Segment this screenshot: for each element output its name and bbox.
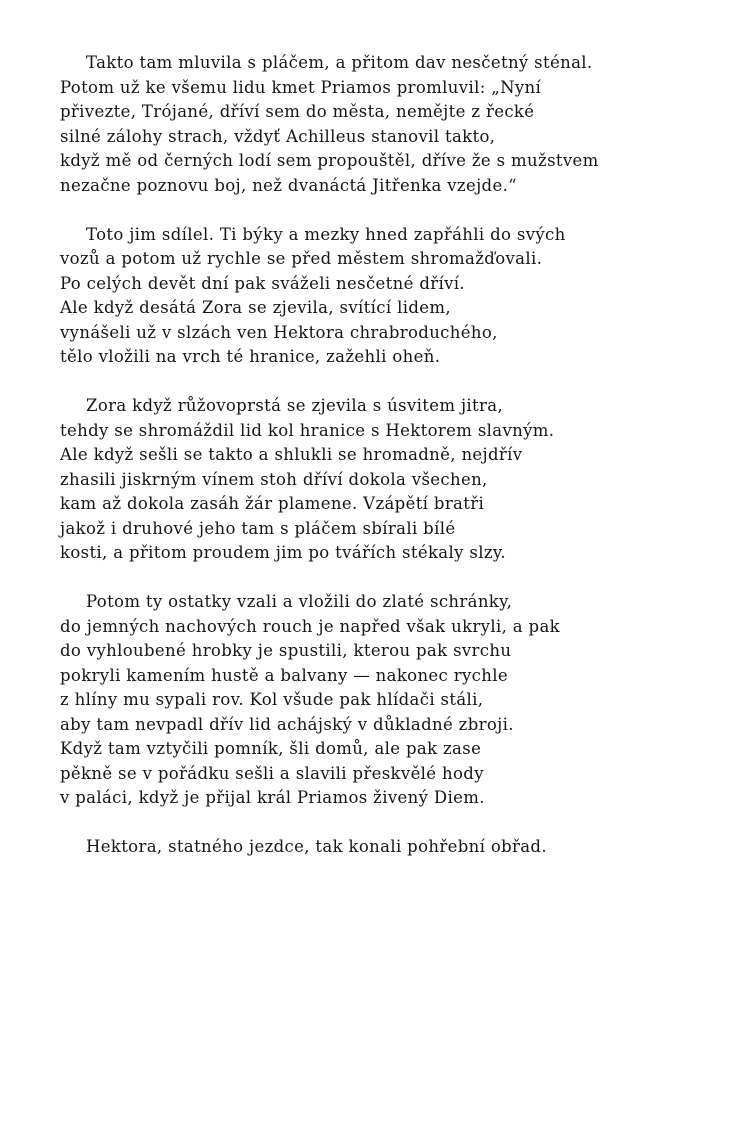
verse-line: Takto tam mluvila s pláčem, a přitom dav nesčetný sténal. <box>86 53 593 72</box>
verse-line: jakož i druhové jeho tam s pláčem sbírali bílé <box>60 518 456 538</box>
verse-line: tehdy se shromáždil lid kol hranice s Hektorem slavným. <box>60 420 555 440</box>
verse-line: kosti, a přitom proudem jim po tvářích stékaly slzy. <box>60 543 506 562</box>
verse-line: pěkně se v pořádku sešli a slavili přeskvělé hody <box>60 763 484 783</box>
stanza-2 <box>60 223 700 370</box>
verse-line: Potom ty ostatky vzali a vložili do zlaté schránky, <box>86 592 513 611</box>
verse-line: přivezte, Trójané, dříví sem do města, nemějte z řecké <box>60 102 535 121</box>
verse-line: nezačne poznovu boj, než dvanáctá Jitřenka vzejde.“ <box>60 175 517 195</box>
verse-line: z hlíny mu sypali rov. Kol všude pak hlídači stáli, <box>60 690 484 709</box>
verse-line: v paláci, když je přijal král Priamos živený Diem. <box>60 788 485 807</box>
verse-line: tělo vložili na vrch té hranice, zažehli oheň. <box>60 347 441 366</box>
verse-line: Ale když desátá Zora se zjevila, svítící lidem, <box>60 298 451 317</box>
verse-line: Hektora, statného jezdce, tak konali pohřební obřad. <box>86 837 547 856</box>
verse-line: Zora když růžovoprstá se zjevila s úsvitem jitra, <box>86 396 504 415</box>
verse-line: silné zálohy strach, vždyť Achilleus stanovil takto, <box>60 126 496 146</box>
verse-line: vozů a potom už rychle se před městem shromažďovali. <box>60 249 543 268</box>
verse-line: zhasili jiskrným vínem stoh dříví dokola všechen, <box>60 469 488 489</box>
verse-line: kam až dokola zasáh žár plamene. Vzápětí bratři <box>60 494 485 513</box>
stanza-4 <box>60 590 700 811</box>
verse-line: Toto jim sdílel. Ti býky a mezky hned zapřáhli do svých <box>86 224 566 244</box>
stanza-3 <box>60 394 700 566</box>
verse-line: Ale když sešli se takto a shlukli se hromadně, nejdřív <box>60 445 523 464</box>
verse-line: aby tam nevpadl dřív lid achájský v důkladné zbroji. <box>60 714 514 734</box>
verse-line: do jemných nachových rouch je napřed však ukryli, a pak <box>60 616 560 636</box>
verse-line: do vyhloubené hrobky je spustili, kterou pak svrchu <box>60 641 512 660</box>
verse-line: Když tam vztyčili pomník, šli domů, ale pak zase <box>60 739 482 758</box>
verse-line: když mě od černých lodí sem propouštěl, dříve že s mužstvem <box>60 151 599 170</box>
closing-line <box>60 835 700 860</box>
stanza-1 <box>60 51 700 198</box>
verse-line: Po celých devět dní pak sváželi nesčetné dříví. <box>60 273 466 293</box>
verse-line: Potom už ke všemu lidu kmet Priamos promluvil: „Nyní <box>60 77 542 97</box>
poem-text <box>60 51 700 860</box>
verse-line: vynášeli už v slzách ven Hektora chrabroduchého, <box>60 322 498 342</box>
verse-line: pokryli kamením hustě a balvany — nakonec rychle <box>60 665 508 685</box>
